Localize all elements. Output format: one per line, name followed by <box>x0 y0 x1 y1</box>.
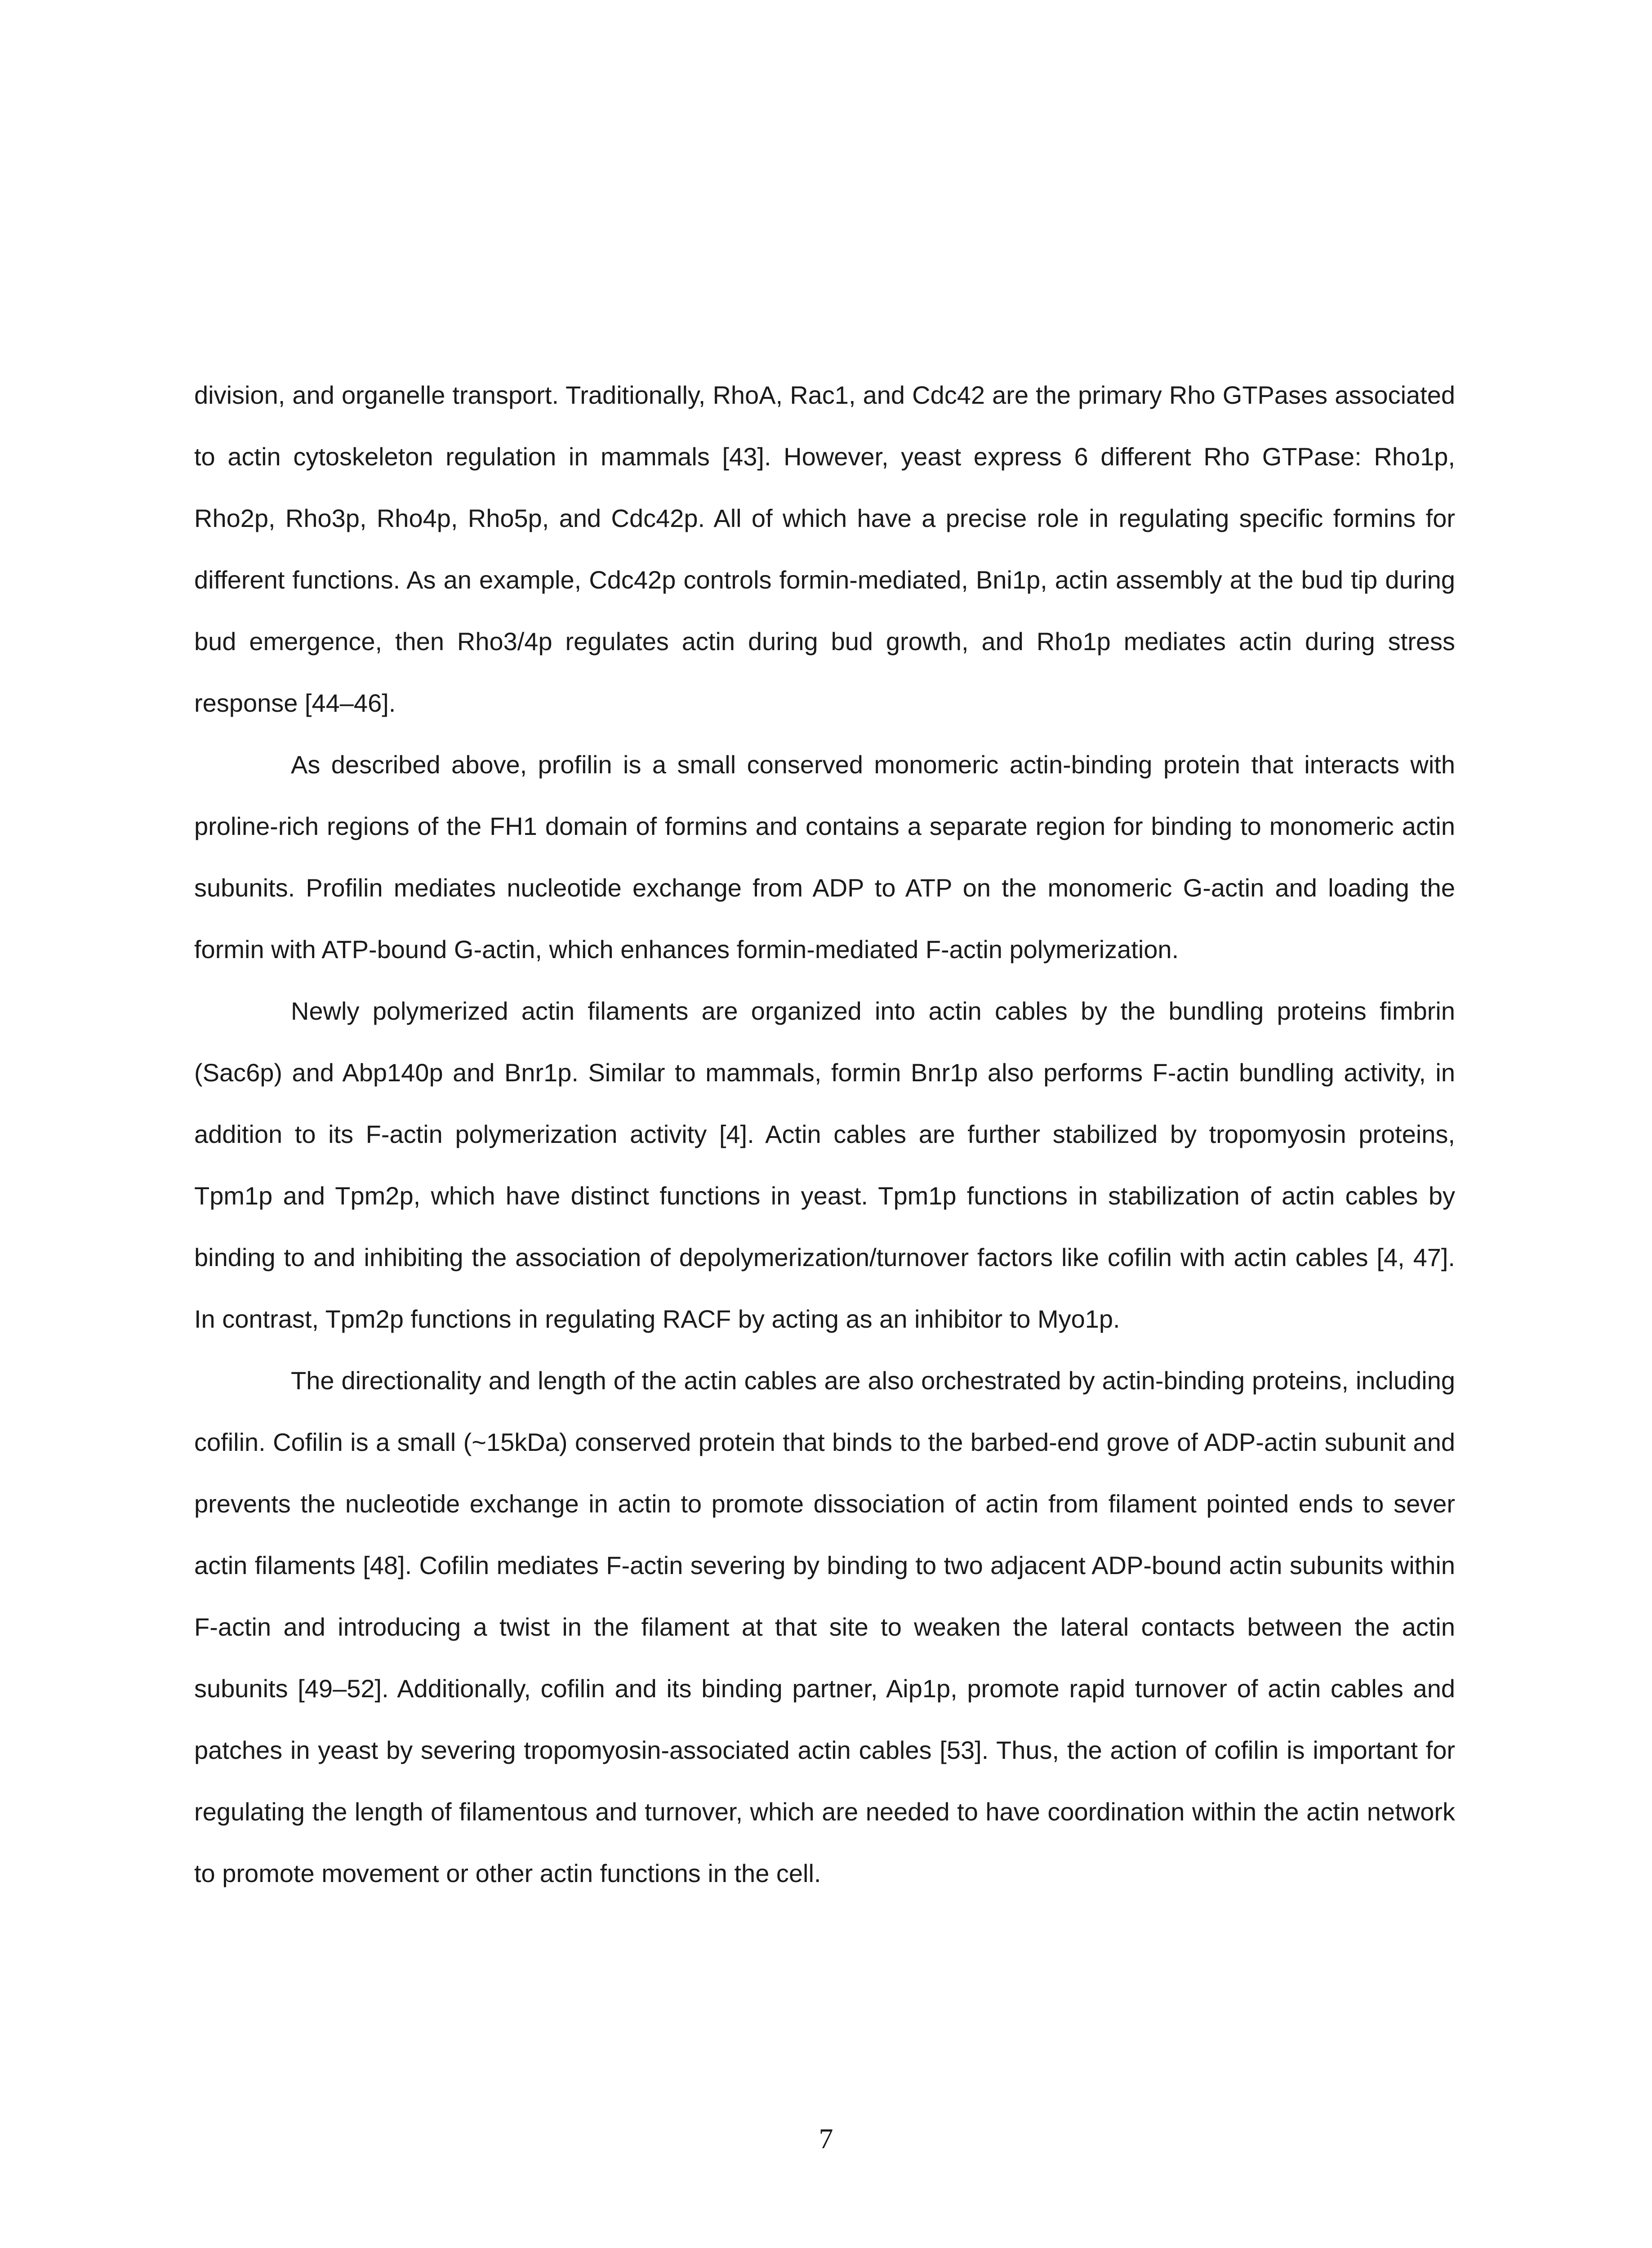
body-text <box>194 364 1455 1904</box>
paragraph-3: Newly polymerized actin filaments are organized into actin cables by the bundling proteins fimbrin (Sac6p) and Abp140p and Bnr1p. Similar to mammals, formin Bnr1p also performs F-actin bundling activity, in addition to its F-actin polymerization activity [4]. Actin cables are further stabilized by tropomyosin proteins, Tpm1p and Tpm2p, which have distinct functions in yeast. Tpm1p functions in stabilization of actin cables by binding to and inhibiting the association of depolymerization/turnover factors like cofilin with actin cables [4, 47]. In contrast, Tpm2p functions in regulating RACF by acting as an inhibitor to Myo1p. <box>194 997 1455 1333</box>
paragraph-2: As described above, profilin is a small conserved monomeric actin-binding protein that interacts with proline-rich regions of the FH1 domain of formins and contains a separate region for binding to monomeric actin subunits. Profilin mediates nucleotide exchange from ADP to ATP on the monomeric G-actin and loading the formin with ATP-bound G-actin, which enhances formin-mediated F-actin polymerization. <box>194 750 1455 963</box>
paragraph-4: The directionality and length of the actin cables are also orchestrated by actin-binding proteins, including cofilin. Cofilin is a small (~15kDa) conserved protein that binds to the barbed-end grove of ADP-actin subunit and prevents the nucleotide exchange in actin to promote dissociation of actin from filament pointed ends to sever actin filaments [48]. Cofilin mediates F-actin severing by binding to two adjacent ADP-bound actin subunits within F-actin and introducing a twist in the filament at that site to weaken the lateral contacts between the actin subunits [49–52]. Additionally, cofilin and its binding partner, Aip1p, promote rapid turnover of actin cables and patches in yeast by severing tropomyosin-associated actin cables [53]. Thus, the action of cofilin is important for regulating the length of filamentous and turnover, which are needed to have coordination within the actin network to promote movement or other actin functions in the cell. <box>194 1366 1455 1887</box>
paragraph-1: division, and organelle transport. Traditionally, RhoA, Rac1, and Cdc42 are the primary Rho GTPases associated to actin cytoskeleton regulation in mammals [43]. However, yeast express 6 different Rho GTPase: Rho1p, Rho2p, Rho3p, Rho4p, Rho5p, and Cdc42p. All of which have a precise role in regulating specific formins for different functions. As an example, Cdc42p controls formin-mediated, Bni1p, actin assembly at the bud tip during bud emergence, then Rho3/4p regulates actin during bud growth, and Rho1p mediates actin during stress response [44–46]. <box>194 381 1455 717</box>
page-number: 7 <box>819 2123 833 2154</box>
